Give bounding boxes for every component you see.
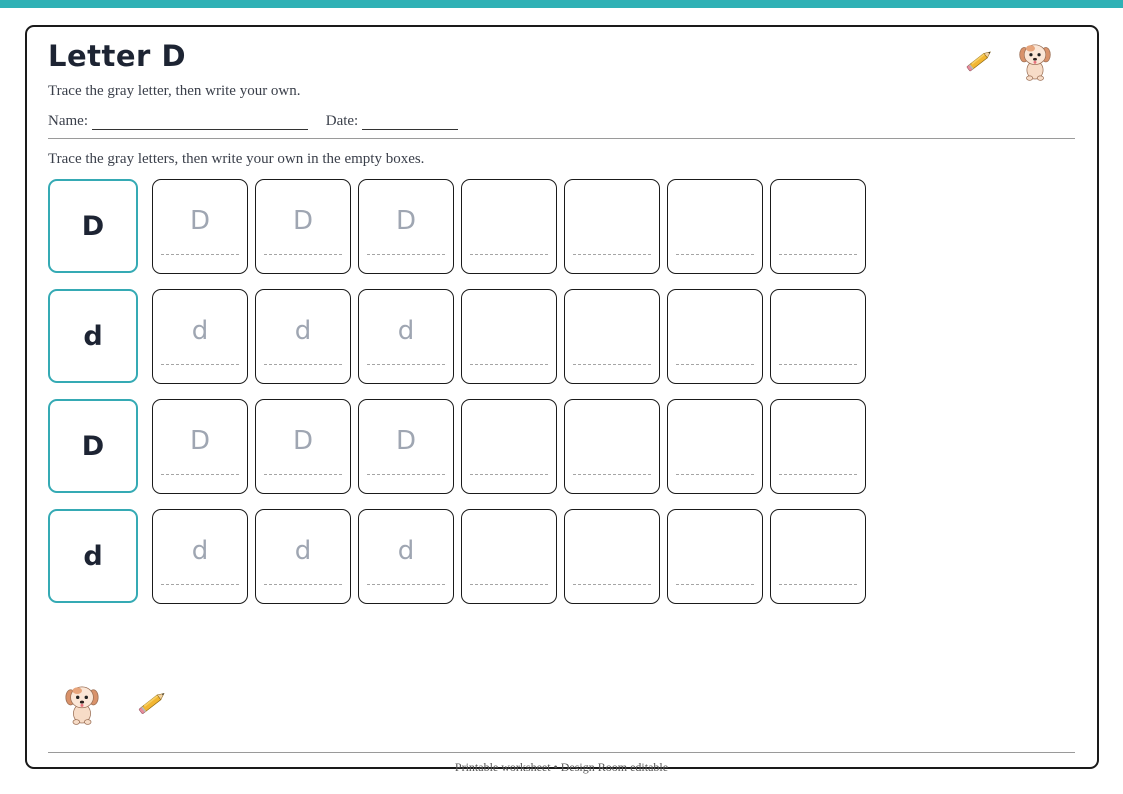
trace-letter: D	[292, 426, 314, 456]
dashed-baseline	[676, 364, 754, 365]
trace-box[interactable]	[255, 509, 351, 604]
write-box[interactable]	[770, 179, 866, 274]
footer-text: Printable worksheet • Design Room editable	[454, 760, 669, 774]
trace-box[interactable]	[358, 179, 454, 274]
dashed-baseline	[367, 584, 445, 585]
dashed-baseline	[161, 254, 239, 255]
trace-letter: d	[191, 536, 209, 566]
trace-letter: D	[292, 206, 314, 236]
dashed-baseline	[470, 584, 548, 585]
header-divider	[48, 138, 1075, 139]
dashed-baseline	[367, 364, 445, 365]
trace-letter: D	[395, 206, 417, 236]
trace-letter: d	[397, 536, 415, 566]
trace-box[interactable]	[358, 509, 454, 604]
dashed-baseline	[779, 364, 857, 365]
model-letter: D	[48, 179, 138, 273]
dashed-baseline	[573, 584, 651, 585]
write-box[interactable]	[564, 509, 660, 604]
trace-box[interactable]	[152, 179, 248, 274]
dashed-baseline	[676, 584, 754, 585]
trace-box[interactable]	[152, 399, 248, 494]
dashed-baseline	[264, 474, 342, 475]
dashed-baseline	[676, 254, 754, 255]
trace-letter: d	[397, 316, 415, 346]
trace-box[interactable]	[152, 509, 248, 604]
write-box[interactable]	[461, 289, 557, 384]
date-field[interactable]	[362, 113, 458, 130]
write-box[interactable]	[564, 289, 660, 384]
page-title: Letter D	[48, 39, 187, 73]
trace-letter: D	[395, 426, 417, 456]
write-box[interactable]	[461, 399, 557, 494]
model-letter: D	[48, 399, 138, 493]
trace-box[interactable]	[255, 289, 351, 384]
trace-box[interactable]	[358, 399, 454, 494]
dashed-baseline	[161, 364, 239, 365]
dashed-baseline	[779, 254, 857, 255]
subtitle: Trace the gray letter, then write your own.	[48, 83, 301, 99]
dashed-baseline	[367, 474, 445, 475]
footer-divider	[48, 752, 1075, 753]
trace-box[interactable]	[255, 399, 351, 494]
dashed-baseline	[264, 584, 342, 585]
dashed-baseline	[161, 584, 239, 585]
trace-letter: d	[294, 536, 312, 566]
puppy-icon	[1017, 40, 1053, 82]
write-box[interactable]	[461, 509, 557, 604]
dashed-baseline	[470, 364, 548, 365]
trace-letter: D	[189, 206, 211, 236]
top-accent-bar	[0, 0, 1123, 8]
name-date-row	[48, 112, 458, 130]
write-box[interactable]	[770, 399, 866, 494]
name-label: Name:	[48, 113, 88, 129]
write-box[interactable]	[564, 179, 660, 274]
write-box[interactable]	[667, 399, 763, 494]
write-box[interactable]	[461, 179, 557, 274]
write-box[interactable]	[667, 289, 763, 384]
date-label: Date:	[325, 113, 359, 129]
write-box[interactable]	[667, 509, 763, 604]
write-box[interactable]	[770, 509, 866, 604]
write-box[interactable]	[770, 289, 866, 384]
name-field[interactable]	[92, 113, 308, 130]
dashed-baseline	[470, 474, 548, 475]
model-letter: d	[48, 509, 138, 603]
trace-box[interactable]	[358, 289, 454, 384]
dashed-baseline	[264, 364, 342, 365]
write-box[interactable]	[564, 399, 660, 494]
write-box[interactable]	[667, 179, 763, 274]
pencil-icon	[964, 44, 996, 76]
worksheet-frame	[25, 25, 1099, 769]
dashed-baseline	[470, 254, 548, 255]
trace-box[interactable]	[255, 179, 351, 274]
trace-box[interactable]	[152, 289, 248, 384]
trace-letter: d	[294, 316, 312, 346]
puppy-icon	[63, 682, 101, 726]
trace-letter: D	[189, 426, 211, 456]
dashed-baseline	[161, 474, 239, 475]
dashed-baseline	[367, 254, 445, 255]
trace-letter: d	[191, 316, 209, 346]
dashed-baseline	[573, 254, 651, 255]
dashed-baseline	[573, 474, 651, 475]
dashed-baseline	[779, 474, 857, 475]
model-letter: d	[48, 289, 138, 383]
instructions: Trace the gray letters, then write your own in the empty boxes.	[48, 151, 425, 167]
pencil-icon	[136, 685, 170, 719]
dashed-baseline	[779, 584, 857, 585]
dashed-baseline	[676, 474, 754, 475]
dashed-baseline	[573, 364, 651, 365]
dashed-baseline	[264, 254, 342, 255]
